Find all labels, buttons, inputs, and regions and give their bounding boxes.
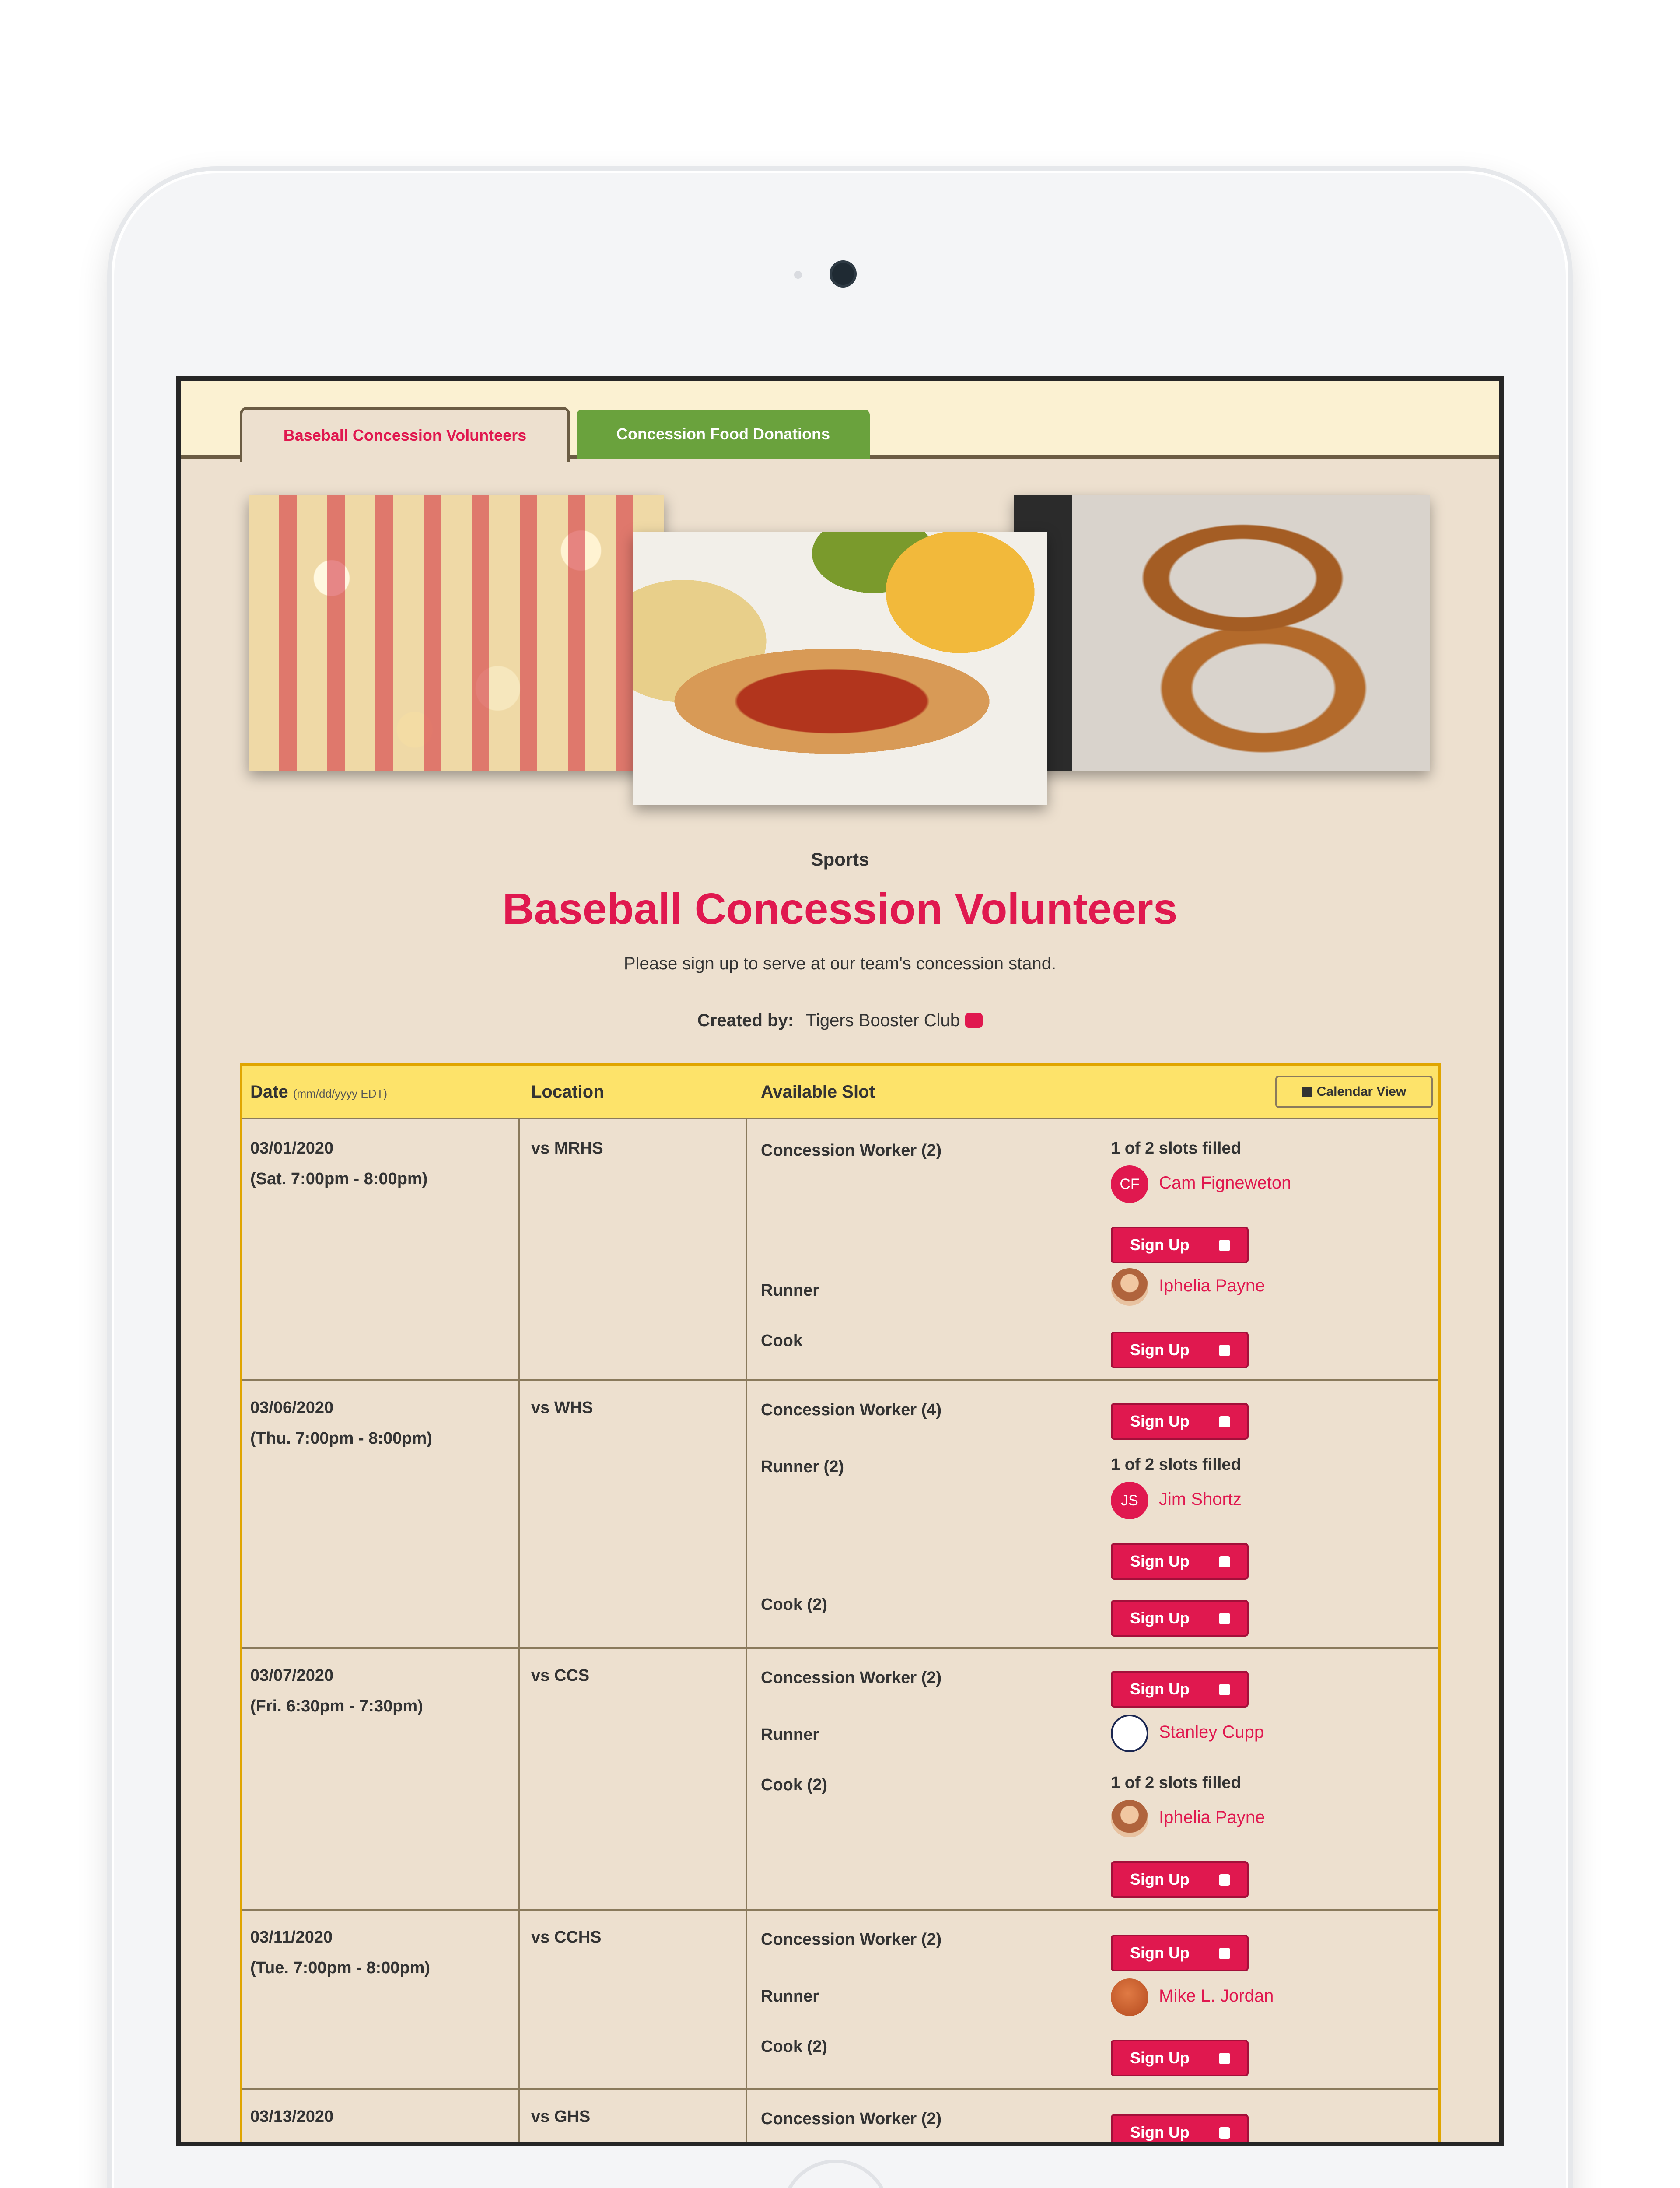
creator-name: Tigers Booster Club [806,1011,960,1030]
camera-icon [830,260,857,288]
volunteer-name[interactable]: Cam Figneweton [1159,1173,1292,1192]
slot-name: Cook (2) [761,1776,827,1794]
checkbox-icon [1219,1948,1230,1959]
tab-concession-food-donations[interactable]: Concession Food Donations [577,410,870,459]
row-date: 03/01/2020 [250,1139,334,1157]
table-row [242,1119,1438,1381]
slots-filled-status: 1 of 2 slots filled [1111,1774,1241,1792]
slot-name: Concession Worker (2) [761,1141,942,1160]
tablet-device [112,171,1568,2188]
tab-baseball-concession-volunteers[interactable]: Baseball Concession Volunteers [240,407,570,462]
page-title: Baseball Concession Volunteers [502,884,1178,933]
checkbox-icon [1219,1684,1230,1695]
table-row [242,1649,1438,1911]
table-row [242,1911,1438,2090]
table-row [242,2090,1438,2146]
row-date: 03/13/2020 [250,2107,334,2126]
row-time: (Fri. 6:30pm - 7:30pm) [250,1697,423,1715]
pretzel-image [1014,495,1430,771]
avatar: CF [1111,1165,1148,1203]
volunteer-name[interactable]: Mike L. Jordan [1159,1986,1274,2006]
row-location: vs GHS [531,2107,591,2126]
signup-button[interactable]: Sign Up [1111,1935,1249,1971]
calendar-view-button[interactable]: Calendar View [1275,1076,1433,1108]
header-slot: Available Slot [761,1082,875,1101]
slot-name: Concession Worker (2) [761,2110,942,2128]
volunteer-name[interactable]: Jim Shortz [1159,1490,1242,1509]
signup-button[interactable]: Sign Up [1111,1671,1249,1708]
row-location: vs CCS [531,1666,590,1685]
category-label: Sports [811,849,869,870]
signup-button[interactable]: Sign Up [1111,1861,1249,1898]
checkbox-icon [1219,1240,1230,1251]
checkbox-icon [1219,1556,1230,1567]
slot-name: Cook (2) [761,2037,827,2056]
signup-button[interactable]: Sign Up [1111,1332,1249,1368]
checkbox-icon [1219,1416,1230,1427]
avatar: JS [1111,1482,1148,1519]
checkbox-icon [1219,2127,1230,2139]
volunteer-name[interactable]: Iphelia Payne [1159,1808,1265,1827]
sensor-icon [794,271,802,279]
header-date: Date (mm/dd/yyyy EDT) [250,1082,388,1101]
checkbox-icon [1219,1613,1230,1624]
team-logo-icon [1111,1715,1148,1752]
row-time: (Tue. 7:00pm - 8:00pm) [250,1959,430,1977]
table-header [242,1066,1438,1119]
signup-button[interactable]: Sign Up [1111,1543,1249,1580]
header-location: Location [531,1082,604,1101]
avatar [1111,1268,1148,1306]
slot-name: Cook (2) [761,1595,827,1614]
popcorn-image [248,495,664,771]
slot-name: Cook [761,1332,802,1350]
row-time: (Sat. 7:00pm - 8:00pm) [250,1170,428,1188]
signup-sheet-table [240,1063,1441,2146]
row-location: vs MRHS [531,1139,603,1157]
volunteer-name[interactable]: Iphelia Payne [1159,1276,1265,1295]
slots-filled-status: 1 of 2 slots filled [1111,1139,1241,1157]
slot-name: Concession Worker (2) [761,1930,942,1949]
tab-bar [181,381,1499,459]
signup-button[interactable]: Sign Up [1111,2040,1249,2076]
row-date: 03/06/2020 [250,1399,334,1417]
home-button[interactable] [781,2160,890,2188]
slot-name: Runner (2) [761,1458,844,1476]
checkbox-icon [1219,2053,1230,2064]
signup-button[interactable]: Sign Up [1111,1227,1249,1263]
page-description: Please sign up to serve at our team's concession stand. [623,954,1057,973]
table-row [242,1381,1438,1649]
screen [176,376,1504,2146]
avatar [1111,1978,1148,2016]
row-location: vs WHS [531,1399,593,1417]
slots-filled-status: 1 of 2 slots filled [1111,1455,1241,1474]
slot-name: Runner [761,1987,819,2006]
row-date: 03/07/2020 [250,1666,334,1685]
checkbox-icon [1219,1874,1230,1886]
slot-name: Runner [761,1281,819,1300]
slot-name: Concession Worker (4) [761,1401,942,1419]
created-by [181,1011,1499,1031]
signup-button[interactable]: Sign Up [1111,2114,1249,2146]
checkbox-icon [1219,1345,1230,1356]
calendar-icon [1302,1087,1312,1097]
signup-button[interactable]: Sign Up [1111,1403,1249,1440]
slot-name: Concession Worker (2) [761,1669,942,1687]
row-date: 03/11/2020 [250,1928,333,1946]
signup-button[interactable]: Sign Up [1111,1600,1249,1637]
volunteer-name[interactable]: Stanley Cupp [1159,1722,1264,1742]
created-by-label: Created by: [697,1011,794,1030]
slot-name: Runner [761,1725,819,1744]
hotdog-image [634,532,1047,805]
mail-icon[interactable] [965,1013,983,1028]
avatar [1111,1800,1148,1837]
row-location: vs CCHS [531,1928,602,1946]
row-time: (Thu. 7:00pm - 8:00pm) [250,1429,432,1448]
